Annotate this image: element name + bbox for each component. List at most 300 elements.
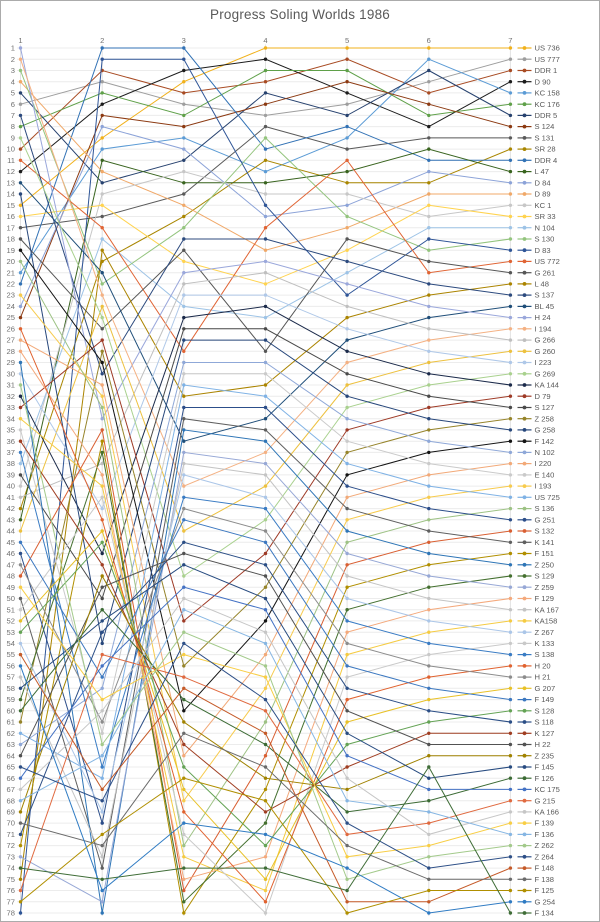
legend-label: E 140 <box>534 470 555 480</box>
row-label: 14 <box>6 189 15 199</box>
series-marker <box>264 226 267 229</box>
legend-marker-dot <box>523 338 527 342</box>
series-marker <box>182 878 185 881</box>
series-marker <box>182 361 185 364</box>
series-marker <box>345 282 348 285</box>
row-label: 62 <box>6 728 15 738</box>
series-marker <box>19 518 22 521</box>
series-marker <box>101 181 104 184</box>
series-marker <box>345 350 348 353</box>
legend-marker-dot <box>523 686 527 690</box>
row-label: 66 <box>6 773 15 783</box>
legend-item <box>518 617 558 626</box>
legend-item <box>518 358 552 367</box>
legend-item <box>518 852 554 861</box>
series-marker <box>101 911 104 914</box>
series-marker <box>19 788 22 791</box>
legend-marker-dot <box>523 833 527 837</box>
series-marker <box>345 889 348 892</box>
series-marker <box>19 889 22 892</box>
series-marker <box>264 215 267 218</box>
row-label: 33 <box>6 403 15 413</box>
series-marker <box>427 889 430 892</box>
legend-item <box>518 44 560 53</box>
row-label: 21 <box>6 268 15 278</box>
legend-item <box>518 538 555 547</box>
series-marker <box>345 642 348 645</box>
series-marker <box>19 260 22 263</box>
series-marker <box>427 855 430 858</box>
series-marker <box>264 192 267 195</box>
legend-item <box>518 706 555 715</box>
series-marker <box>19 754 22 757</box>
legend-marker-dot <box>523 754 527 758</box>
series-marker <box>509 46 512 49</box>
row-label: 74 <box>6 863 15 873</box>
series-marker <box>19 597 22 600</box>
series-marker <box>427 484 430 487</box>
series-marker <box>509 844 512 847</box>
series-marker <box>509 91 512 94</box>
legend-marker-dot <box>523 597 527 601</box>
series-marker <box>182 215 185 218</box>
row-label: 69 <box>6 807 15 817</box>
series-marker <box>182 765 185 768</box>
legend-marker-dot <box>523 518 527 522</box>
series-marker <box>19 810 22 813</box>
legend-marker-dot <box>523 900 527 904</box>
legend-label: G 207 <box>534 683 556 693</box>
series-marker <box>264 687 267 690</box>
legend-item <box>518 66 558 75</box>
series-marker <box>427 619 430 622</box>
legend-item <box>518 808 560 817</box>
series-marker <box>509 529 512 532</box>
legend-label: F 145 <box>534 762 554 772</box>
row-label: 50 <box>6 594 15 604</box>
series-marker <box>264 462 267 465</box>
row-label: 40 <box>6 481 15 491</box>
series-marker <box>101 372 104 375</box>
series-marker <box>101 889 104 892</box>
row-label: 10 <box>6 144 15 154</box>
legend-label: Z 264 <box>534 852 554 862</box>
legend-item <box>518 77 551 86</box>
series-marker <box>101 743 104 746</box>
series-marker <box>345 765 348 768</box>
series-marker <box>182 821 185 824</box>
legend-marker-dot <box>523 349 527 353</box>
series-marker <box>509 170 512 173</box>
series-marker <box>264 597 267 600</box>
series-marker <box>19 732 22 735</box>
legend-item <box>518 695 554 704</box>
series-marker <box>427 103 430 106</box>
row-label: 5 <box>10 88 15 98</box>
series-marker <box>509 103 512 106</box>
series-marker <box>19 305 22 308</box>
legend-marker-dot <box>523 147 527 151</box>
legend-label: S 129 <box>534 571 555 581</box>
legend-marker-dot <box>523 889 527 893</box>
series-marker <box>264 103 267 106</box>
series-marker <box>345 125 348 128</box>
series-marker <box>427 114 430 117</box>
row-label: 57 <box>6 672 15 682</box>
series-marker <box>345 58 348 61</box>
legend-marker-dot <box>523 473 527 477</box>
series-marker <box>19 159 22 162</box>
series-marker <box>182 58 185 61</box>
series-marker <box>182 911 185 914</box>
series-marker <box>345 271 348 274</box>
series-marker <box>264 900 267 903</box>
series-marker <box>509 810 512 813</box>
series-marker <box>427 642 430 645</box>
series-marker <box>182 46 185 49</box>
series-marker <box>19 125 22 128</box>
legend-item <box>518 886 554 895</box>
series-marker <box>182 69 185 72</box>
row-label: 37 <box>6 448 15 457</box>
legend-label: S 136 <box>534 504 555 514</box>
series-marker <box>345 833 348 836</box>
series-marker <box>19 563 22 566</box>
series-marker <box>182 496 185 499</box>
series-marker <box>509 889 512 892</box>
legend-item <box>518 673 551 682</box>
series-marker <box>101 552 104 555</box>
legend-marker-dot <box>523 698 527 702</box>
series-marker <box>427 631 430 634</box>
legend-item <box>518 830 554 839</box>
series-marker <box>427 687 430 690</box>
series-marker <box>182 327 185 330</box>
series-marker <box>509 799 512 802</box>
legend-item <box>518 100 560 109</box>
series-marker <box>509 586 512 589</box>
legend-item <box>518 145 556 154</box>
series-marker <box>427 147 430 150</box>
series-marker <box>345 237 348 240</box>
series-marker <box>345 327 348 330</box>
legend-item <box>518 414 554 423</box>
legend-label: N 102 <box>534 448 555 457</box>
series-marker <box>427 664 430 667</box>
legend-marker-dot <box>523 237 527 241</box>
series-marker <box>427 866 430 869</box>
series-marker <box>264 125 267 128</box>
legend-label: I 194 <box>534 324 552 334</box>
series-marker <box>19 687 22 690</box>
series-marker <box>427 249 430 252</box>
series-marker <box>345 619 348 622</box>
series-marker <box>345 136 348 139</box>
series-marker <box>345 440 348 443</box>
legend-marker-dot <box>523 192 527 196</box>
series-marker <box>509 114 512 117</box>
legend-marker-dot <box>523 203 527 207</box>
series-marker <box>101 473 104 476</box>
series-marker <box>509 428 512 431</box>
series-marker <box>101 900 104 903</box>
series-marker <box>427 574 430 577</box>
series-marker <box>101 574 104 577</box>
row-label: 76 <box>6 886 15 896</box>
series-marker <box>101 316 104 319</box>
legend-label: I 193 <box>534 481 552 491</box>
series-marker <box>509 462 512 465</box>
series-marker <box>264 80 267 83</box>
series-marker <box>19 91 22 94</box>
legend-label: D 84 <box>534 178 551 188</box>
legend-item <box>518 684 556 693</box>
series-marker <box>264 440 267 443</box>
row-label: 7 <box>10 111 15 120</box>
legend-marker-dot <box>523 327 527 331</box>
legend-label: DDR 1 <box>534 66 558 76</box>
series-marker <box>264 675 267 678</box>
series-marker <box>101 350 104 353</box>
legend-label: D 90 <box>534 77 551 87</box>
series-marker <box>182 282 185 285</box>
row-label: 78 <box>6 908 15 918</box>
series-marker <box>427 361 430 364</box>
series-marker <box>182 608 185 611</box>
series-marker <box>182 406 185 409</box>
legend-marker-dot <box>523 776 527 780</box>
series-marker <box>345 855 348 858</box>
legend-marker-dot <box>523 844 527 848</box>
series-marker <box>427 563 430 566</box>
legend-label: Z 250 <box>534 560 554 570</box>
legend-item <box>518 89 560 98</box>
series-marker <box>101 833 104 836</box>
series-marker <box>101 147 104 150</box>
legend-marker-dot <box>523 585 527 589</box>
series-marker <box>19 529 22 532</box>
series-marker <box>509 900 512 903</box>
legend-label: F 138 <box>534 874 554 884</box>
series-marker <box>427 69 430 72</box>
series-marker <box>182 260 185 263</box>
legend-label: Z 262 <box>534 841 554 851</box>
legend-label: Z 258 <box>534 414 554 424</box>
series-marker <box>19 237 22 240</box>
row-label: 9 <box>10 133 15 143</box>
series-marker <box>345 46 348 49</box>
legend-marker-dot <box>523 282 527 286</box>
series-marker <box>509 788 512 791</box>
col-label: 2 <box>100 36 105 45</box>
series-marker <box>182 709 185 712</box>
legend-marker-dot <box>523 181 527 185</box>
series-marker <box>509 687 512 690</box>
row-label: 29 <box>6 358 15 368</box>
series-marker <box>427 900 430 903</box>
series-marker <box>427 518 430 521</box>
series-marker <box>264 810 267 813</box>
series-marker <box>101 810 104 813</box>
legend-marker-dot <box>523 653 527 657</box>
series-marker <box>264 619 267 622</box>
series-marker <box>19 653 22 656</box>
row-label: 51 <box>6 605 15 615</box>
series-marker <box>19 350 22 353</box>
legend-item <box>518 560 554 569</box>
series-marker <box>19 181 22 184</box>
legend-label: KA158 <box>534 616 558 626</box>
row-label: 52 <box>6 616 15 626</box>
row-label: 71 <box>6 830 15 839</box>
series-marker <box>345 653 348 656</box>
legend-label: US 736 <box>534 43 560 53</box>
legend-label: US 725 <box>534 492 560 502</box>
legend-marker-dot <box>523 810 527 814</box>
series-marker <box>19 226 22 229</box>
series-marker <box>182 855 185 858</box>
series-marker <box>264 293 267 296</box>
series-marker <box>509 417 512 420</box>
series-marker <box>427 226 430 229</box>
series-marker <box>264 833 267 836</box>
series-marker <box>182 338 185 341</box>
row-label: 75 <box>6 874 15 884</box>
series-marker <box>509 395 512 398</box>
legend-item <box>518 324 552 333</box>
legend-marker-dot <box>523 125 527 129</box>
legend-item <box>518 751 554 760</box>
legend-marker-dot <box>523 69 527 73</box>
legend-marker-dot <box>523 821 527 825</box>
legend-label: H 22 <box>534 740 551 750</box>
series-marker <box>345 293 348 296</box>
series-marker <box>101 428 104 431</box>
legend-label: BL 45 <box>534 302 555 311</box>
series-marker <box>19 675 22 678</box>
series-marker <box>19 451 22 454</box>
legend-item <box>518 527 555 536</box>
series-marker <box>19 900 22 903</box>
series-marker <box>509 911 512 914</box>
series-marker <box>264 282 267 285</box>
series-marker <box>427 462 430 465</box>
series-marker <box>509 69 512 72</box>
series-marker <box>182 451 185 454</box>
legend-marker-dot <box>523 215 527 219</box>
series-marker <box>427 765 430 768</box>
series-marker <box>264 69 267 72</box>
series-marker <box>345 788 348 791</box>
series-marker <box>427 170 430 173</box>
series-marker <box>19 80 22 83</box>
series-marker <box>19 574 22 577</box>
series-marker <box>345 687 348 690</box>
series-marker <box>264 698 267 701</box>
series-marker <box>264 473 267 476</box>
series-marker <box>427 743 430 746</box>
series-marker <box>427 709 430 712</box>
legend-label: G 251 <box>534 515 556 525</box>
legend-item <box>518 785 560 794</box>
legend-item <box>518 448 555 457</box>
series-marker <box>509 675 512 678</box>
series-marker <box>19 619 22 622</box>
series-marker <box>345 552 348 555</box>
legend-item <box>518 122 555 131</box>
legend-marker-dot <box>523 765 527 769</box>
series-marker <box>427 428 430 431</box>
series-marker <box>19 878 22 881</box>
series-marker <box>182 395 185 398</box>
legend-marker-dot <box>523 540 527 544</box>
series-marker <box>264 372 267 375</box>
legend-label: S 118 <box>534 717 554 727</box>
series-marker <box>509 226 512 229</box>
legend-marker-dot <box>523 642 527 646</box>
series-marker <box>101 507 104 510</box>
series-marker <box>182 833 185 836</box>
row-label: 72 <box>6 841 15 851</box>
legend-marker-dot <box>523 394 527 398</box>
series-marker <box>182 305 185 308</box>
legend-label: F 136 <box>534 830 554 839</box>
series-marker <box>345 878 348 881</box>
legend-label: S 127 <box>534 403 555 413</box>
series-marker <box>264 777 267 780</box>
series-marker <box>101 215 104 218</box>
legend-marker-dot <box>523 260 527 264</box>
series-marker <box>264 204 267 207</box>
row-label: 77 <box>6 897 15 907</box>
series-marker <box>19 911 22 914</box>
series-marker <box>509 765 512 768</box>
series-marker <box>427 417 430 420</box>
series-marker <box>264 237 267 240</box>
legend-marker-dot <box>523 743 527 747</box>
series-marker <box>509 58 512 61</box>
row-label: 4 <box>10 77 15 87</box>
col-label: 1 <box>18 36 23 45</box>
series-marker <box>427 91 430 94</box>
series-marker <box>264 417 267 420</box>
legend-marker-dot <box>523 91 527 95</box>
row-label: 36 <box>6 436 15 446</box>
series-marker <box>509 406 512 409</box>
series-marker <box>101 720 104 723</box>
series-marker <box>101 136 104 139</box>
series-marker <box>509 866 512 869</box>
legend-label: F 149 <box>534 695 554 705</box>
series-marker <box>101 327 104 330</box>
series-marker <box>345 395 348 398</box>
series-marker <box>345 777 348 780</box>
series-marker <box>427 136 430 139</box>
legend-marker-dot <box>523 439 527 443</box>
series-marker <box>19 664 22 667</box>
row-label: 59 <box>6 695 15 705</box>
legend-item <box>518 336 556 345</box>
series-marker <box>345 911 348 914</box>
legend-marker-dot <box>523 271 527 275</box>
series-marker <box>509 338 512 341</box>
series-marker <box>101 642 104 645</box>
legend-marker-dot <box>523 372 527 376</box>
row-label: 68 <box>6 796 15 806</box>
legend-marker-dot <box>523 383 527 387</box>
series-marker <box>19 170 22 173</box>
series-marker <box>427 395 430 398</box>
